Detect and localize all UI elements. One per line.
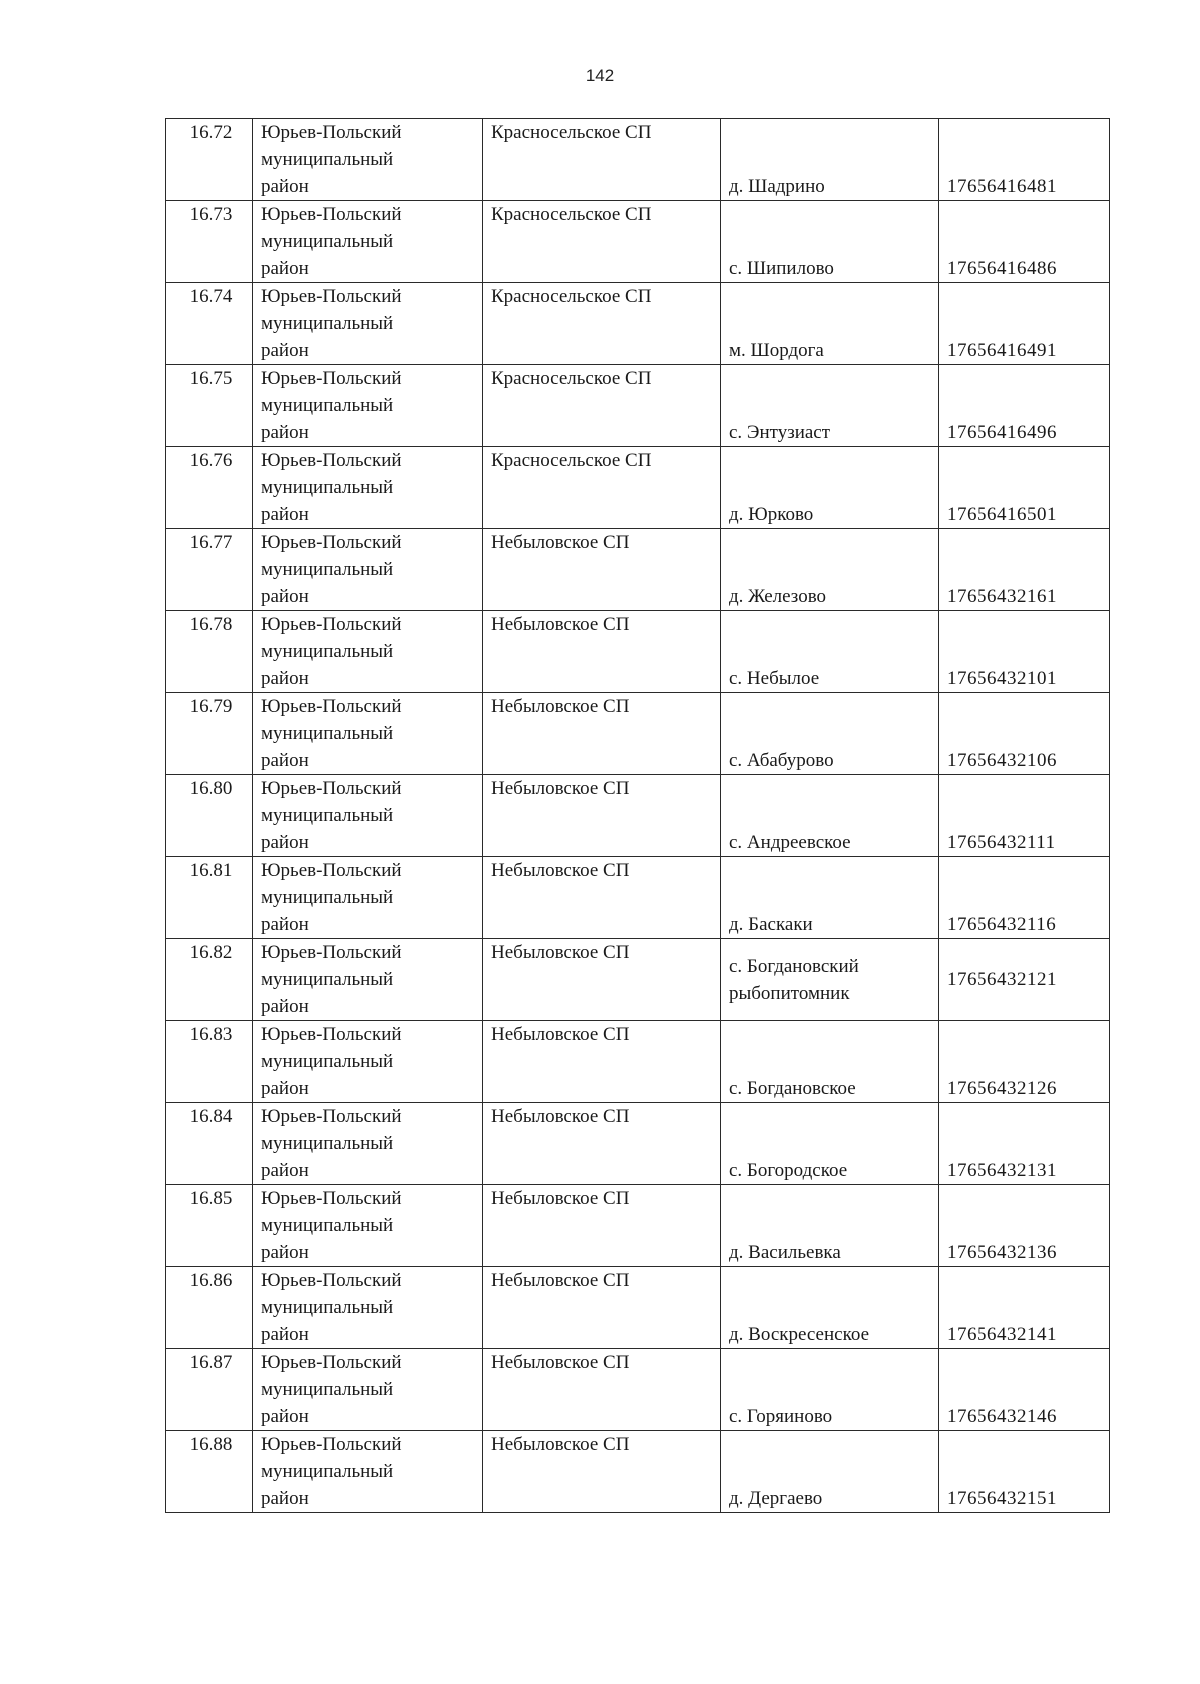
oktmo-code-cell: 17656432151 xyxy=(939,1431,1110,1513)
locality-line: с. Андреевское xyxy=(729,832,851,853)
row-number: 16.74 xyxy=(166,283,253,365)
locality-line: с. Шипилово xyxy=(729,258,834,279)
district-cell xyxy=(253,775,483,857)
locality-cell xyxy=(721,1021,939,1103)
district-cell xyxy=(253,1185,483,1267)
settlement-cell: Небыловское СП xyxy=(483,529,721,611)
row-number: 16.79 xyxy=(166,693,253,775)
district-line: район xyxy=(261,1324,309,1345)
locality-line: д. Васильевка xyxy=(729,1242,841,1263)
district-line: муниципальный xyxy=(261,477,394,498)
district-line: район xyxy=(261,504,309,525)
district-line: Юрьев-Польский xyxy=(261,1270,402,1291)
district-cell xyxy=(253,201,483,283)
district-line: район xyxy=(261,996,309,1017)
table-row xyxy=(166,447,1110,529)
district-line: район xyxy=(261,1160,309,1181)
district-cell xyxy=(253,119,483,201)
oktmo-code-cell: 17656432141 xyxy=(939,1267,1110,1349)
settlement-cell: Небыловское СП xyxy=(483,611,721,693)
locality-cell xyxy=(721,283,939,365)
settlement-cell: Красносельское СП xyxy=(483,283,721,365)
district-cell xyxy=(253,1431,483,1513)
table-row xyxy=(166,1431,1110,1513)
district-line: район xyxy=(261,340,309,361)
locality-cell xyxy=(721,1431,939,1513)
locality-cell xyxy=(721,1103,939,1185)
settlement-cell: Небыловское СП xyxy=(483,1021,721,1103)
locality-line: с. Абабурово xyxy=(729,750,834,771)
settlement-cell: Красносельское СП xyxy=(483,119,721,201)
settlement-cell: Небыловское СП xyxy=(483,1103,721,1185)
locality-cell xyxy=(721,447,939,529)
settlement-cell: Небыловское СП xyxy=(483,1185,721,1267)
oktmo-code-cell: 17656432121 xyxy=(939,939,1110,1021)
locality-line: с. Небылое xyxy=(729,668,820,689)
district-line: Юрьев-Польский xyxy=(261,1106,402,1127)
district-cell xyxy=(253,939,483,1021)
district-cell xyxy=(253,611,483,693)
district-line: Юрьев-Польский xyxy=(261,286,402,307)
settlement-cell: Небыловское СП xyxy=(483,1431,721,1513)
table-row xyxy=(166,857,1110,939)
settlement-cell: Небыловское СП xyxy=(483,1349,721,1431)
table-row xyxy=(166,775,1110,857)
oktmo-code-cell: 17656432136 xyxy=(939,1185,1110,1267)
district-line: муниципальный xyxy=(261,887,394,908)
settlement-cell: Небыловское СП xyxy=(483,693,721,775)
table-row xyxy=(166,1021,1110,1103)
settlement-cell: Красносельское СП xyxy=(483,201,721,283)
district-line: Юрьев-Польский xyxy=(261,1352,402,1373)
row-number: 16.81 xyxy=(166,857,253,939)
table-row xyxy=(166,529,1110,611)
oktmo-code-cell: 17656432131 xyxy=(939,1103,1110,1185)
row-number: 16.86 xyxy=(166,1267,253,1349)
table-row xyxy=(166,283,1110,365)
district-line: муниципальный xyxy=(261,1215,394,1236)
district-line: Юрьев-Польский xyxy=(261,1024,402,1045)
settlement-registry-table xyxy=(165,118,1110,1513)
locality-line: с. Горяиново xyxy=(729,1406,833,1427)
locality-cell xyxy=(721,201,939,283)
district-line: Юрьев-Польский xyxy=(261,368,402,389)
row-number: 16.76 xyxy=(166,447,253,529)
district-line: район xyxy=(261,586,309,607)
locality-line: д. Баскаки xyxy=(729,914,813,935)
district-line: район xyxy=(261,668,309,689)
district-line: район xyxy=(261,422,309,443)
oktmo-code-cell: 17656416481 xyxy=(939,119,1110,201)
table-row xyxy=(166,201,1110,283)
district-cell xyxy=(253,1103,483,1185)
district-cell xyxy=(253,529,483,611)
settlement-cell: Небыловское СП xyxy=(483,775,721,857)
district-line: Юрьев-Польский xyxy=(261,122,402,143)
district-line: район xyxy=(261,176,309,197)
registry-body xyxy=(166,119,1110,1513)
district-line: муниципальный xyxy=(261,1297,394,1318)
locality-cell xyxy=(721,693,939,775)
table-row xyxy=(166,1103,1110,1185)
district-cell xyxy=(253,1021,483,1103)
oktmo-code-cell: 17656432126 xyxy=(939,1021,1110,1103)
row-number: 16.75 xyxy=(166,365,253,447)
table-row xyxy=(166,611,1110,693)
district-cell xyxy=(253,857,483,939)
locality-line: м. Шордога xyxy=(729,340,824,361)
locality-cell xyxy=(721,775,939,857)
oktmo-code-cell: 17656432106 xyxy=(939,693,1110,775)
district-line: муниципальный xyxy=(261,1133,394,1154)
district-line: муниципальный xyxy=(261,969,394,990)
row-number: 16.77 xyxy=(166,529,253,611)
locality-cell xyxy=(721,939,939,1021)
locality-line: с. Богородское xyxy=(729,1160,848,1181)
row-number: 16.88 xyxy=(166,1431,253,1513)
oktmo-code-cell: 17656416501 xyxy=(939,447,1110,529)
locality-cell xyxy=(721,1349,939,1431)
district-line: район xyxy=(261,1242,309,1263)
district-line: район xyxy=(261,1406,309,1427)
district-line: муниципальный xyxy=(261,231,394,252)
oktmo-code-cell: 17656432111 xyxy=(939,775,1110,857)
district-line: муниципальный xyxy=(261,559,394,580)
row-number: 16.87 xyxy=(166,1349,253,1431)
locality-line: с. Богдановское xyxy=(729,1078,856,1099)
district-line: Юрьев-Польский xyxy=(261,1434,402,1455)
district-line: Юрьев-Польский xyxy=(261,614,402,635)
settlement-cell: Небыловское СП xyxy=(483,1267,721,1349)
locality-line: рыбопитомник xyxy=(729,982,850,1004)
oktmo-code-cell: 17656432116 xyxy=(939,857,1110,939)
locality-cell xyxy=(721,529,939,611)
district-line: район xyxy=(261,914,309,935)
settlement-cell: Красносельское СП xyxy=(483,365,721,447)
oktmo-code-cell: 17656432146 xyxy=(939,1349,1110,1431)
district-line: район xyxy=(261,750,309,771)
row-number: 16.82 xyxy=(166,939,253,1021)
locality-line: д. Воскресенское xyxy=(729,1324,870,1345)
district-line: Юрьев-Польский xyxy=(261,1188,402,1209)
district-cell xyxy=(253,1267,483,1349)
district-line: Юрьев-Польский xyxy=(261,942,402,963)
locality-line: д. Дергаево xyxy=(729,1488,823,1509)
district-cell xyxy=(253,693,483,775)
district-line: муниципальный xyxy=(261,805,394,826)
district-line: район xyxy=(261,832,309,853)
locality-cell xyxy=(721,365,939,447)
district-line: Юрьев-Польский xyxy=(261,696,402,717)
table-row xyxy=(166,1267,1110,1349)
district-cell xyxy=(253,283,483,365)
locality-line: д. Юрково xyxy=(729,504,814,525)
table-row xyxy=(166,939,1110,1021)
district-line: Юрьев-Польский xyxy=(261,204,402,225)
locality-cell xyxy=(721,1267,939,1349)
row-number: 16.83 xyxy=(166,1021,253,1103)
locality-cell xyxy=(721,1185,939,1267)
table-row xyxy=(166,1349,1110,1431)
locality-cell xyxy=(721,119,939,201)
district-line: район xyxy=(261,1488,309,1509)
district-line: муниципальный xyxy=(261,149,394,170)
district-cell xyxy=(253,1349,483,1431)
locality-line: д. Шадрино xyxy=(729,176,825,197)
district-cell xyxy=(253,447,483,529)
district-line: муниципальный xyxy=(261,641,394,662)
table-row xyxy=(166,1185,1110,1267)
row-number: 16.85 xyxy=(166,1185,253,1267)
locality-line: д. Железово xyxy=(729,586,827,607)
table-row xyxy=(166,693,1110,775)
row-number: 16.80 xyxy=(166,775,253,857)
district-line: муниципальный xyxy=(261,1051,394,1072)
locality-line: с. Энтузиаст xyxy=(729,422,831,443)
district-cell xyxy=(253,365,483,447)
district-line: район xyxy=(261,258,309,279)
oktmo-code-cell: 17656416496 xyxy=(939,365,1110,447)
oktmo-code-cell: 17656416491 xyxy=(939,283,1110,365)
district-line: район xyxy=(261,1078,309,1099)
row-number: 16.78 xyxy=(166,611,253,693)
locality-cell xyxy=(721,857,939,939)
district-line: муниципальный xyxy=(261,313,394,334)
district-line: муниципальный xyxy=(261,723,394,744)
row-number: 16.72 xyxy=(166,119,253,201)
locality-cell xyxy=(721,611,939,693)
locality-line: с. Богдановский xyxy=(729,955,859,977)
district-line: муниципальный xyxy=(261,395,394,416)
page-number: 142 xyxy=(585,66,615,85)
table-row xyxy=(166,365,1110,447)
oktmo-code-cell: 17656432101 xyxy=(939,611,1110,693)
district-line: муниципальный xyxy=(261,1461,394,1482)
district-line: Юрьев-Польский xyxy=(261,778,402,799)
oktmo-code-cell: 17656432161 xyxy=(939,529,1110,611)
settlement-cell: Небыловское СП xyxy=(483,857,721,939)
oktmo-code-cell: 17656416486 xyxy=(939,201,1110,283)
district-line: Юрьев-Польский xyxy=(261,532,402,553)
row-number: 16.84 xyxy=(166,1103,253,1185)
district-line: Юрьев-Польский xyxy=(261,450,402,471)
row-number: 16.73 xyxy=(166,201,253,283)
district-line: Юрьев-Польский xyxy=(261,860,402,881)
district-line: муниципальный xyxy=(261,1379,394,1400)
settlement-cell: Красносельское СП xyxy=(483,447,721,529)
table-row xyxy=(166,119,1110,201)
settlement-cell: Небыловское СП xyxy=(483,939,721,1021)
